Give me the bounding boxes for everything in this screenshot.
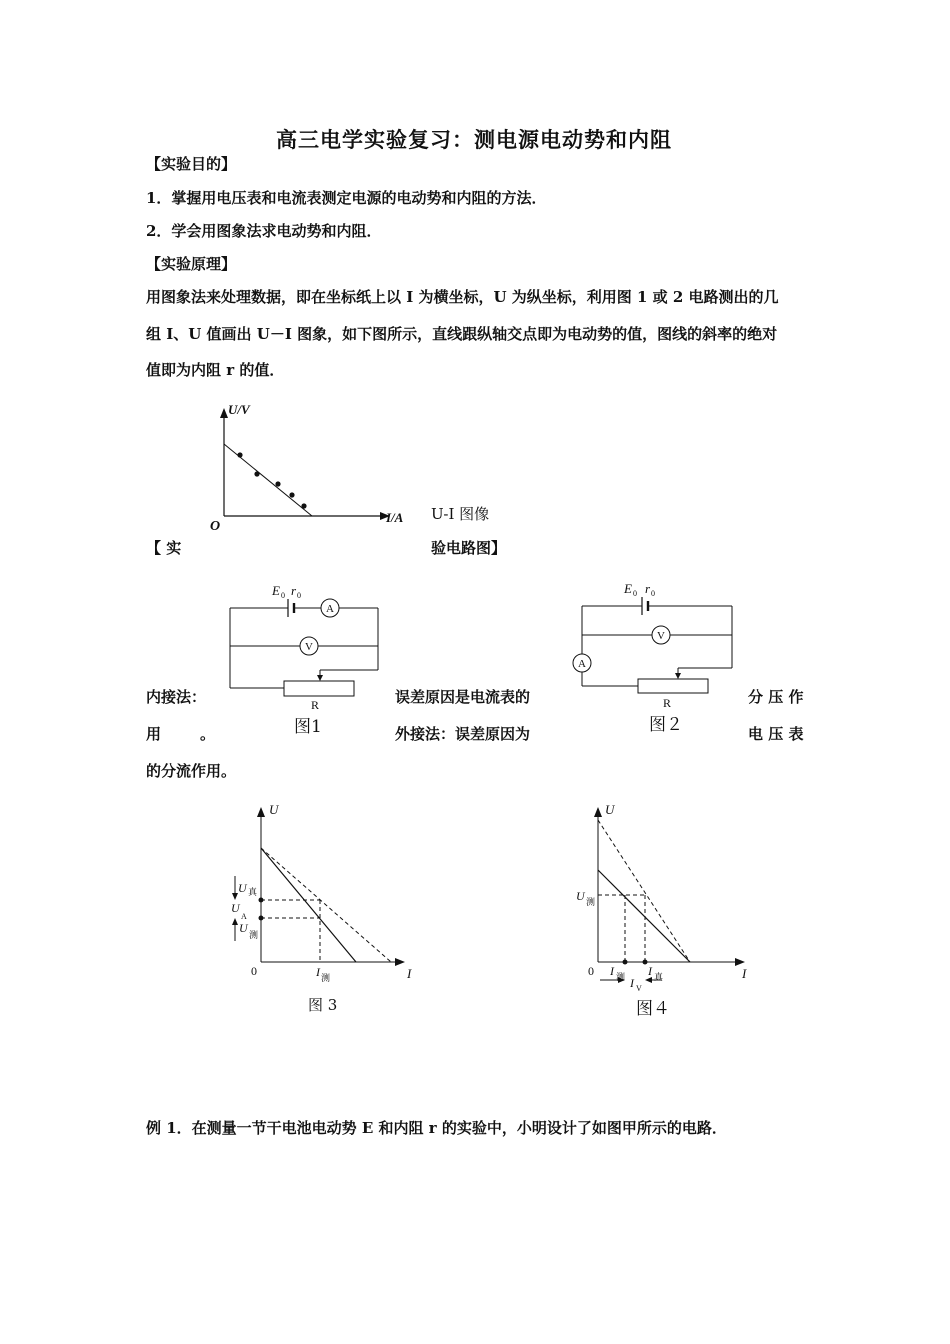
data-point — [289, 492, 294, 497]
svg-text:测: 测 — [249, 930, 259, 940]
svg-text:I: I — [316, 965, 320, 979]
purpose-item-1: 1．掌握用电压表和电流表测定电源的电动势和内阻的方法． — [146, 189, 547, 207]
page-title: 高三电学实验复习：测电源电动势和内阻 — [276, 127, 672, 152]
svg-text:A: A — [326, 603, 334, 615]
inner-period-text: 。 — [200, 725, 216, 743]
up-arrow-icon — [232, 918, 238, 925]
svg-text:A: A — [241, 912, 247, 921]
data-point — [301, 503, 306, 508]
slider-arrow-icon — [675, 673, 681, 679]
svg-text:I: I — [407, 966, 412, 981]
svg-text:真: 真 — [654, 972, 664, 982]
principle-line-2: 组 I、U 值画出 U－I 图象，如下图所示，直线跟纵轴交点即为电动势的值，图线的斜率的绝对 — [146, 325, 778, 343]
svg-text:V: V — [657, 630, 665, 642]
measured-line — [261, 848, 356, 962]
rheostat-icon — [638, 679, 708, 693]
svg-text:R: R — [663, 696, 672, 710]
svg-text:测: 测 — [321, 973, 331, 983]
outer-tail-text: 电 压 表 — [748, 725, 804, 743]
figure-3-graph — [225, 798, 425, 998]
slider-arrow-icon — [317, 675, 323, 681]
figure-4-graph — [570, 798, 770, 998]
ui-graph — [200, 396, 430, 536]
svg-text:I: I — [630, 976, 634, 990]
figure-3-caption: 图 3 — [308, 996, 338, 1014]
true-line — [261, 848, 391, 962]
section-heading-principle: 【实验原理】 — [146, 255, 237, 273]
svg-text:测: 测 — [586, 897, 596, 907]
svg-text:0: 0 — [633, 589, 637, 598]
svg-text:I: I — [610, 964, 614, 978]
svg-text:0: 0 — [281, 591, 285, 600]
outer-method-text: 外接法：误差原因为 — [395, 725, 531, 743]
svg-text:真: 真 — [248, 887, 258, 897]
svg-text:0: 0 — [251, 964, 257, 978]
figure-4-caption: 图４ — [636, 999, 670, 1019]
svg-text:U: U — [238, 881, 247, 895]
svg-text:0: 0 — [651, 589, 655, 598]
svg-text:I: I — [648, 964, 652, 978]
svg-text:A: A — [578, 658, 586, 670]
ui-graph-caption: U-I 图像 — [431, 505, 490, 523]
svg-text:E: E — [272, 583, 280, 598]
svg-text:0: 0 — [297, 591, 301, 600]
figure-1-caption: 图1 — [294, 717, 322, 737]
section-heading-purpose: 【实验目的】 — [146, 155, 237, 173]
purpose-item-2: 2．学会用图象法求电动势和内阻． — [146, 222, 382, 240]
svg-text:U: U — [239, 921, 248, 935]
data-point — [254, 471, 259, 476]
inner-tail-text: 分 压 作 — [748, 688, 804, 706]
svg-text:V: V — [305, 641, 313, 653]
svg-text:U: U — [605, 802, 615, 817]
inner-method-label: 内接法： — [146, 688, 207, 706]
svg-text:I: I — [742, 966, 747, 981]
inner-yong-text: 用 — [146, 725, 162, 743]
example-1-text: 例 1．在测量一节干电池电动势 E 和内阻 r 的实验中，小明设计了如图甲所示的电路． — [146, 1119, 727, 1137]
true-line — [598, 820, 690, 962]
figure-2-caption: 图２ — [649, 715, 683, 735]
x-axis-label: I/A — [386, 510, 404, 525]
principle-line-3: 值即为内阻 r 的值． — [146, 361, 285, 379]
section-heading-circuit-left: 【 实 — [146, 539, 182, 557]
data-point — [275, 481, 280, 486]
measured-line — [598, 870, 690, 962]
y-axis-label: U/V — [228, 402, 250, 417]
svg-text:R: R — [311, 698, 320, 712]
section-heading-circuit-right: 验电路图】 — [431, 539, 507, 557]
origin-label: O — [210, 519, 221, 534]
outer-end-text: 的分流作用。 — [146, 762, 237, 780]
svg-text:U: U — [269, 802, 279, 817]
inner-error-text: 误差原因是电流表的 — [395, 688, 531, 706]
svg-text:U: U — [231, 901, 240, 915]
svg-text:E: E — [624, 581, 632, 596]
rheostat-icon — [284, 681, 354, 696]
data-point — [237, 452, 242, 457]
principle-line-1: 用图象法来处理数据，即在坐标纸上以 I 为横坐标，U 为纵坐标，利用图 1 或 2 电路测出的几 — [146, 288, 779, 306]
svg-text:r: r — [291, 583, 297, 598]
svg-text:0: 0 — [588, 964, 594, 978]
svg-text:r: r — [645, 581, 651, 596]
svg-text:测: 测 — [616, 972, 626, 982]
svg-text:V: V — [636, 984, 642, 993]
svg-text:U: U — [576, 889, 585, 903]
